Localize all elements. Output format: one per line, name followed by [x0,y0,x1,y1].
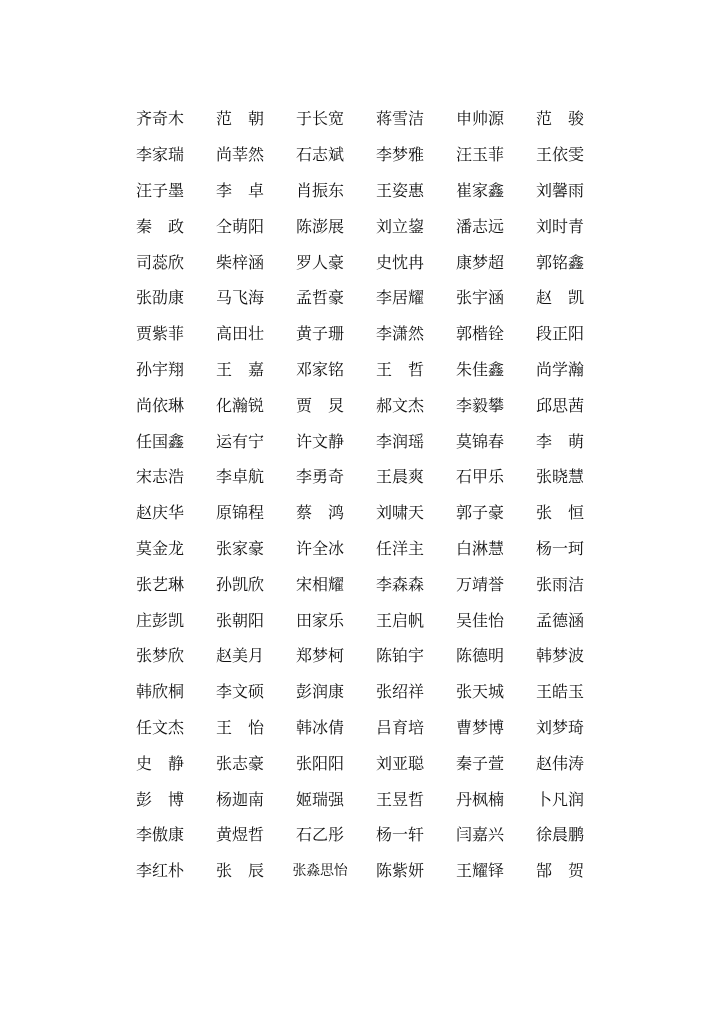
name-cell: 柴梓涵 [215,252,264,272]
name-cell: 张家豪 [215,538,264,558]
name-cell: 石乙彤 [295,825,344,845]
name-cell: 仝萌阳 [215,216,264,236]
name-cell: 史忱冉 [375,252,424,272]
name-cell: 吕育培 [375,717,424,737]
name-cell: 许文静 [295,431,344,451]
name-cell: 赵美月 [215,646,264,666]
name-cell: 刘亚聪 [375,753,424,773]
name-cell: 化瀚锐 [215,395,264,415]
name-cell: 张阳阳 [295,753,344,773]
name-cell: 丹枫楠 [455,789,504,809]
name-cell: 贾 炅 [295,395,344,415]
name-cell: 李文硕 [215,682,264,702]
name-cell: 陈铂宇 [375,646,424,666]
name-cell: 张淼思怡 [292,862,348,879]
name-cell: 李潇然 [375,324,424,344]
name-cell: 郝文杰 [375,395,424,415]
name-cell: 王 嘉 [215,359,264,379]
name-cell: 张 辰 [215,861,264,881]
name-cell: 田家乐 [295,610,344,630]
name-cell: 齐奇木 [135,109,184,129]
name-cell: 孟哲豪 [295,288,344,308]
name-row [120,100,600,136]
name-cell: 运有宁 [215,431,264,451]
name-cell: 王姿惠 [375,180,424,200]
name-cell: 李 卓 [215,180,264,200]
name-cell: 李润瑶 [375,431,424,451]
name-cell: 陈紫妍 [375,861,424,881]
name-cell: 马飞海 [215,288,264,308]
name-row [120,744,600,780]
name-cell: 李家瑞 [135,145,184,165]
name-cell: 张天城 [455,682,504,702]
name-cell: 李红朴 [135,861,184,881]
name-row [120,351,600,387]
name-cell: 康梦超 [455,252,504,272]
name-cell: 范 朝 [215,109,264,129]
name-cell: 王皓玉 [535,682,584,702]
name-row [120,565,600,601]
name-row [120,816,600,852]
name-cell: 曹梦博 [455,717,504,737]
name-cell: 李 萌 [535,431,584,451]
name-row [120,136,600,172]
name-cell: 陈德明 [455,646,504,666]
name-cell: 刘馨雨 [535,180,584,200]
name-cell: 史 静 [135,753,184,773]
name-cell: 司蕊欣 [135,252,184,272]
name-cell: 杨迦南 [215,789,264,809]
name-cell: 郭楷铨 [455,324,504,344]
name-cell: 庄彭凯 [135,610,184,630]
name-cell: 王耀铎 [455,861,504,881]
name-cell: 任国鑫 [135,431,184,451]
name-cell: 赵庆华 [135,503,184,523]
name-cell: 郭子豪 [455,503,504,523]
name-cell: 孙凯欣 [215,574,264,594]
name-cell: 秦 政 [135,216,184,236]
name-cell: 任文杰 [135,717,184,737]
name-cell: 石甲乐 [455,467,504,487]
name-cell: 原锦程 [215,503,264,523]
name-cell: 张艺琳 [135,574,184,594]
name-row [120,494,600,530]
name-cell: 万靖誉 [455,574,504,594]
name-cell: 张志豪 [215,753,264,773]
name-cell: 杨一轩 [375,825,424,845]
name-cell: 王 怡 [215,717,264,737]
name-cell: 段正阳 [535,324,584,344]
name-cell: 汪玉菲 [455,145,504,165]
name-cell: 汪子墨 [135,180,184,200]
name-cell: 李傲康 [135,825,184,845]
name-cell: 吴佳怡 [455,610,504,630]
name-cell: 李梦雅 [375,145,424,165]
name-cell: 宋志浩 [135,467,184,487]
name-cell: 郑梦柯 [295,646,344,666]
name-cell: 黄煜哲 [215,825,264,845]
name-cell: 彭 博 [135,789,184,809]
name-cell: 徐晨鹏 [535,825,584,845]
name-cell: 莫锦春 [455,431,504,451]
name-cell: 刘梦琦 [535,717,584,737]
name-cell: 王启帆 [375,610,424,630]
name-cell: 郭铭鑫 [535,252,584,272]
name-cell: 姬瑞强 [295,789,344,809]
name-cell: 赵伟涛 [535,753,584,773]
name-cell: 李卓航 [215,467,264,487]
name-row [120,315,600,351]
name-cell: 范 骏 [535,109,584,129]
name-cell: 张梦欣 [135,646,184,666]
name-cell: 邓家铭 [295,359,344,379]
name-cell: 高田壮 [215,324,264,344]
name-cell: 刘时青 [535,216,584,236]
name-row [120,852,600,888]
name-cell: 张劭康 [135,288,184,308]
name-cell: 许全冰 [295,538,344,558]
name-row [120,673,600,709]
name-cell: 张 恒 [535,503,584,523]
name-cell: 尚依琳 [135,395,184,415]
name-row [120,530,600,566]
name-row [120,207,600,243]
name-cell: 王晨爽 [375,467,424,487]
name-cell: 肖振东 [295,180,344,200]
name-cell: 秦子萱 [455,753,504,773]
name-cell: 李勇奇 [295,467,344,487]
name-cell: 朱佳鑫 [455,359,504,379]
name-cell: 贾紫菲 [135,324,184,344]
name-row [120,172,600,208]
name-row [120,422,600,458]
name-cell: 任洋主 [375,538,424,558]
name-cell: 宋相耀 [295,574,344,594]
name-cell: 韩冰倩 [295,717,344,737]
name-cell: 黄子珊 [295,324,344,344]
name-cell: 韩欣桐 [135,682,184,702]
name-cell: 李毅攀 [455,395,504,415]
name-cell: 刘啸天 [375,503,424,523]
name-cell: 王 哲 [375,359,424,379]
name-row [120,458,600,494]
name-cell: 邱思茜 [535,395,584,415]
name-cell: 于长宽 [295,109,344,129]
name-cell: 刘立鋆 [375,216,424,236]
name-cell: 张宇涵 [455,288,504,308]
name-row [120,243,600,279]
name-cell: 郜 贺 [535,861,584,881]
name-row [120,386,600,422]
name-list-body [120,100,600,888]
name-cell: 张雨洁 [535,574,584,594]
name-cell: 卜凡润 [535,789,584,809]
name-row [120,601,600,637]
name-row [120,780,600,816]
name-cell: 孟德涵 [535,610,584,630]
name-cell: 莫金龙 [135,538,184,558]
name-cell: 尚莘然 [215,145,264,165]
name-cell: 申帅源 [455,109,504,129]
name-cell: 李居耀 [375,288,424,308]
name-cell: 崔家鑫 [455,180,504,200]
name-cell: 王依雯 [535,145,584,165]
name-cell: 彭润康 [295,682,344,702]
name-cell: 王昱哲 [375,789,424,809]
name-cell: 张晓慧 [535,467,584,487]
name-cell: 韩梦波 [535,646,584,666]
name-cell: 蒋雪洁 [375,109,424,129]
name-list-table [120,100,600,888]
name-cell: 闫嘉兴 [455,825,504,845]
name-cell: 李森森 [375,574,424,594]
name-cell: 尚学瀚 [535,359,584,379]
name-row [120,637,600,673]
name-cell: 蔡 鸿 [295,503,344,523]
name-cell: 潘志远 [455,216,504,236]
name-cell: 张绍祥 [375,682,424,702]
name-cell: 赵 凯 [535,288,584,308]
name-cell: 石志斌 [295,145,344,165]
name-row [120,709,600,745]
name-cell: 孙宇翔 [135,359,184,379]
name-row [120,279,600,315]
name-cell: 张朝阳 [215,610,264,630]
name-cell: 罗人豪 [295,252,344,272]
name-cell: 杨一珂 [535,538,584,558]
name-cell: 白淋慧 [455,538,504,558]
name-cell: 陈澎展 [295,216,344,236]
